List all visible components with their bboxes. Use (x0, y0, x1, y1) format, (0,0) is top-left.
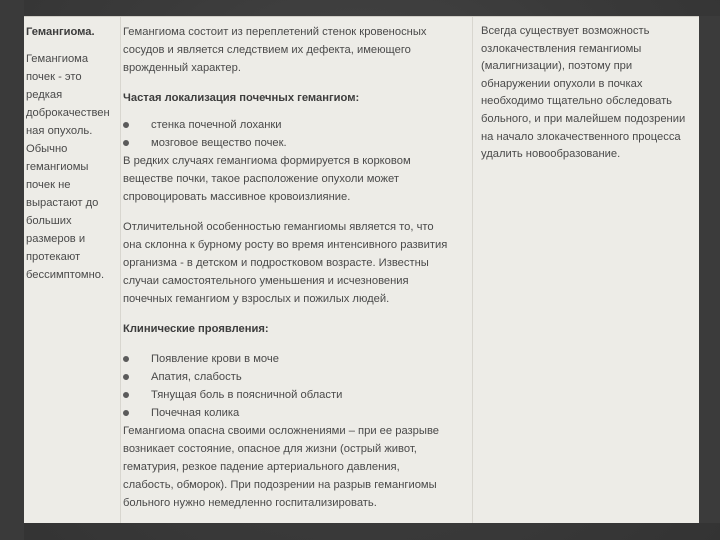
definition-line: бессимптомно. (26, 269, 105, 281)
clinical-item: Тянущая боль в поясничной области (123, 386, 464, 404)
definition-line: доброкачествен (26, 107, 110, 119)
slide-background-left (0, 0, 24, 540)
danger-line: гематурия, резкое падение артериального давления, (123, 461, 400, 473)
clinical-item: Почечная колика (123, 404, 464, 422)
intro-paragraph (123, 23, 464, 77)
definition-text (26, 50, 118, 284)
bullet-icon (123, 356, 129, 362)
rare-paragraph (123, 152, 464, 206)
column-definition (24, 17, 120, 523)
rare-line: веществе почки, такое расположение опухоли может (123, 173, 399, 185)
definition-line: почек - это (26, 71, 82, 83)
feature-line: почечных гемангиом у взрослых и пожилых людей. (123, 293, 390, 305)
clinical-item: Появление крови в моче (123, 350, 464, 368)
clinical-item: Апатия, слабость (123, 368, 464, 386)
definition-line: Обычно (26, 143, 68, 155)
column-recommendation (473, 17, 699, 523)
feature-line: она склонна к бурному росту во время интенсивного развития (123, 239, 448, 251)
localization-item: мозговое вещество почек. (123, 134, 464, 152)
recommendation-line: необходимо тщательно обследовать (481, 95, 673, 108)
recommendation-line: (малигнизации), поэтому при (481, 60, 633, 73)
feature-line: Отличительной особенностью гемангиомы является то, что (123, 221, 434, 233)
bullet-icon (123, 140, 129, 146)
feature-line: случаи самостоятельного уменьшения и исчезновения (123, 275, 409, 287)
definition-line: вырастают до (26, 197, 99, 209)
danger-line: Гемангиома опасна своими осложнениями – при ее разрыве (123, 425, 439, 437)
recommendation-line: обнаружении опухоли в почках (481, 77, 643, 90)
clinical-heading: Клинические проявления: (123, 323, 269, 335)
definition-line: протекают (26, 251, 81, 263)
intro-line: Гемангиома состоит из переплетений стенок кровеносных (123, 26, 427, 38)
localization-heading: Частая локализация почечных гемангиом: (123, 92, 360, 104)
definition-line: редкая (26, 89, 63, 101)
definition-line: размеров и (26, 233, 86, 245)
column-description (120, 17, 473, 523)
content-table (24, 16, 699, 523)
clinical-list (123, 350, 464, 422)
definition-title: Гемангиома. (26, 26, 95, 38)
localization-item: стенка почечной лоханки (123, 116, 464, 134)
definition-line: почек не (26, 179, 71, 191)
bullet-icon (123, 374, 129, 380)
danger-line: возникает состояние, опасное для жизни (острый живот, (123, 443, 417, 455)
definition-line: Гемангиома (26, 53, 89, 65)
bullet-icon (123, 122, 129, 128)
definition-line: больших (26, 215, 72, 227)
localization-list (123, 116, 464, 152)
rare-line: спровоцировать массивное кровоизлияние. (123, 191, 351, 203)
definition-line: гемангиомы (26, 161, 89, 173)
recommendation-line: больного, и при малейшем подозрении (481, 112, 686, 125)
recommendation-line: озлокачествления гемангиомы (481, 42, 642, 55)
feature-paragraph (123, 218, 464, 308)
danger-paragraph (123, 422, 464, 512)
recommendation-line: Всегда существует возможность (481, 25, 650, 37)
bullet-icon (123, 392, 129, 398)
feature-line: организма - в детском и подростковом возрасте. Известны (123, 257, 429, 269)
rare-line: В редких случаях гемангиома формируется в корковом (123, 155, 411, 167)
bullet-icon (123, 410, 129, 416)
danger-line: слабость, обморок). При подозрении на разрыв гемангиомы (123, 479, 437, 491)
slide-background-right (699, 16, 720, 523)
recommendation-line: удалить новообразование. (481, 148, 621, 161)
intro-line: сосудов и является следствием их дефекта, имеющего (123, 44, 411, 56)
definition-line: ная опухоль. (26, 125, 93, 137)
intro-line: врожденный характер. (123, 62, 241, 74)
danger-line: больного нужно немедленно госпитализировать. (123, 497, 377, 509)
recommendation-line: на начало злокачественного процесса (481, 130, 681, 143)
